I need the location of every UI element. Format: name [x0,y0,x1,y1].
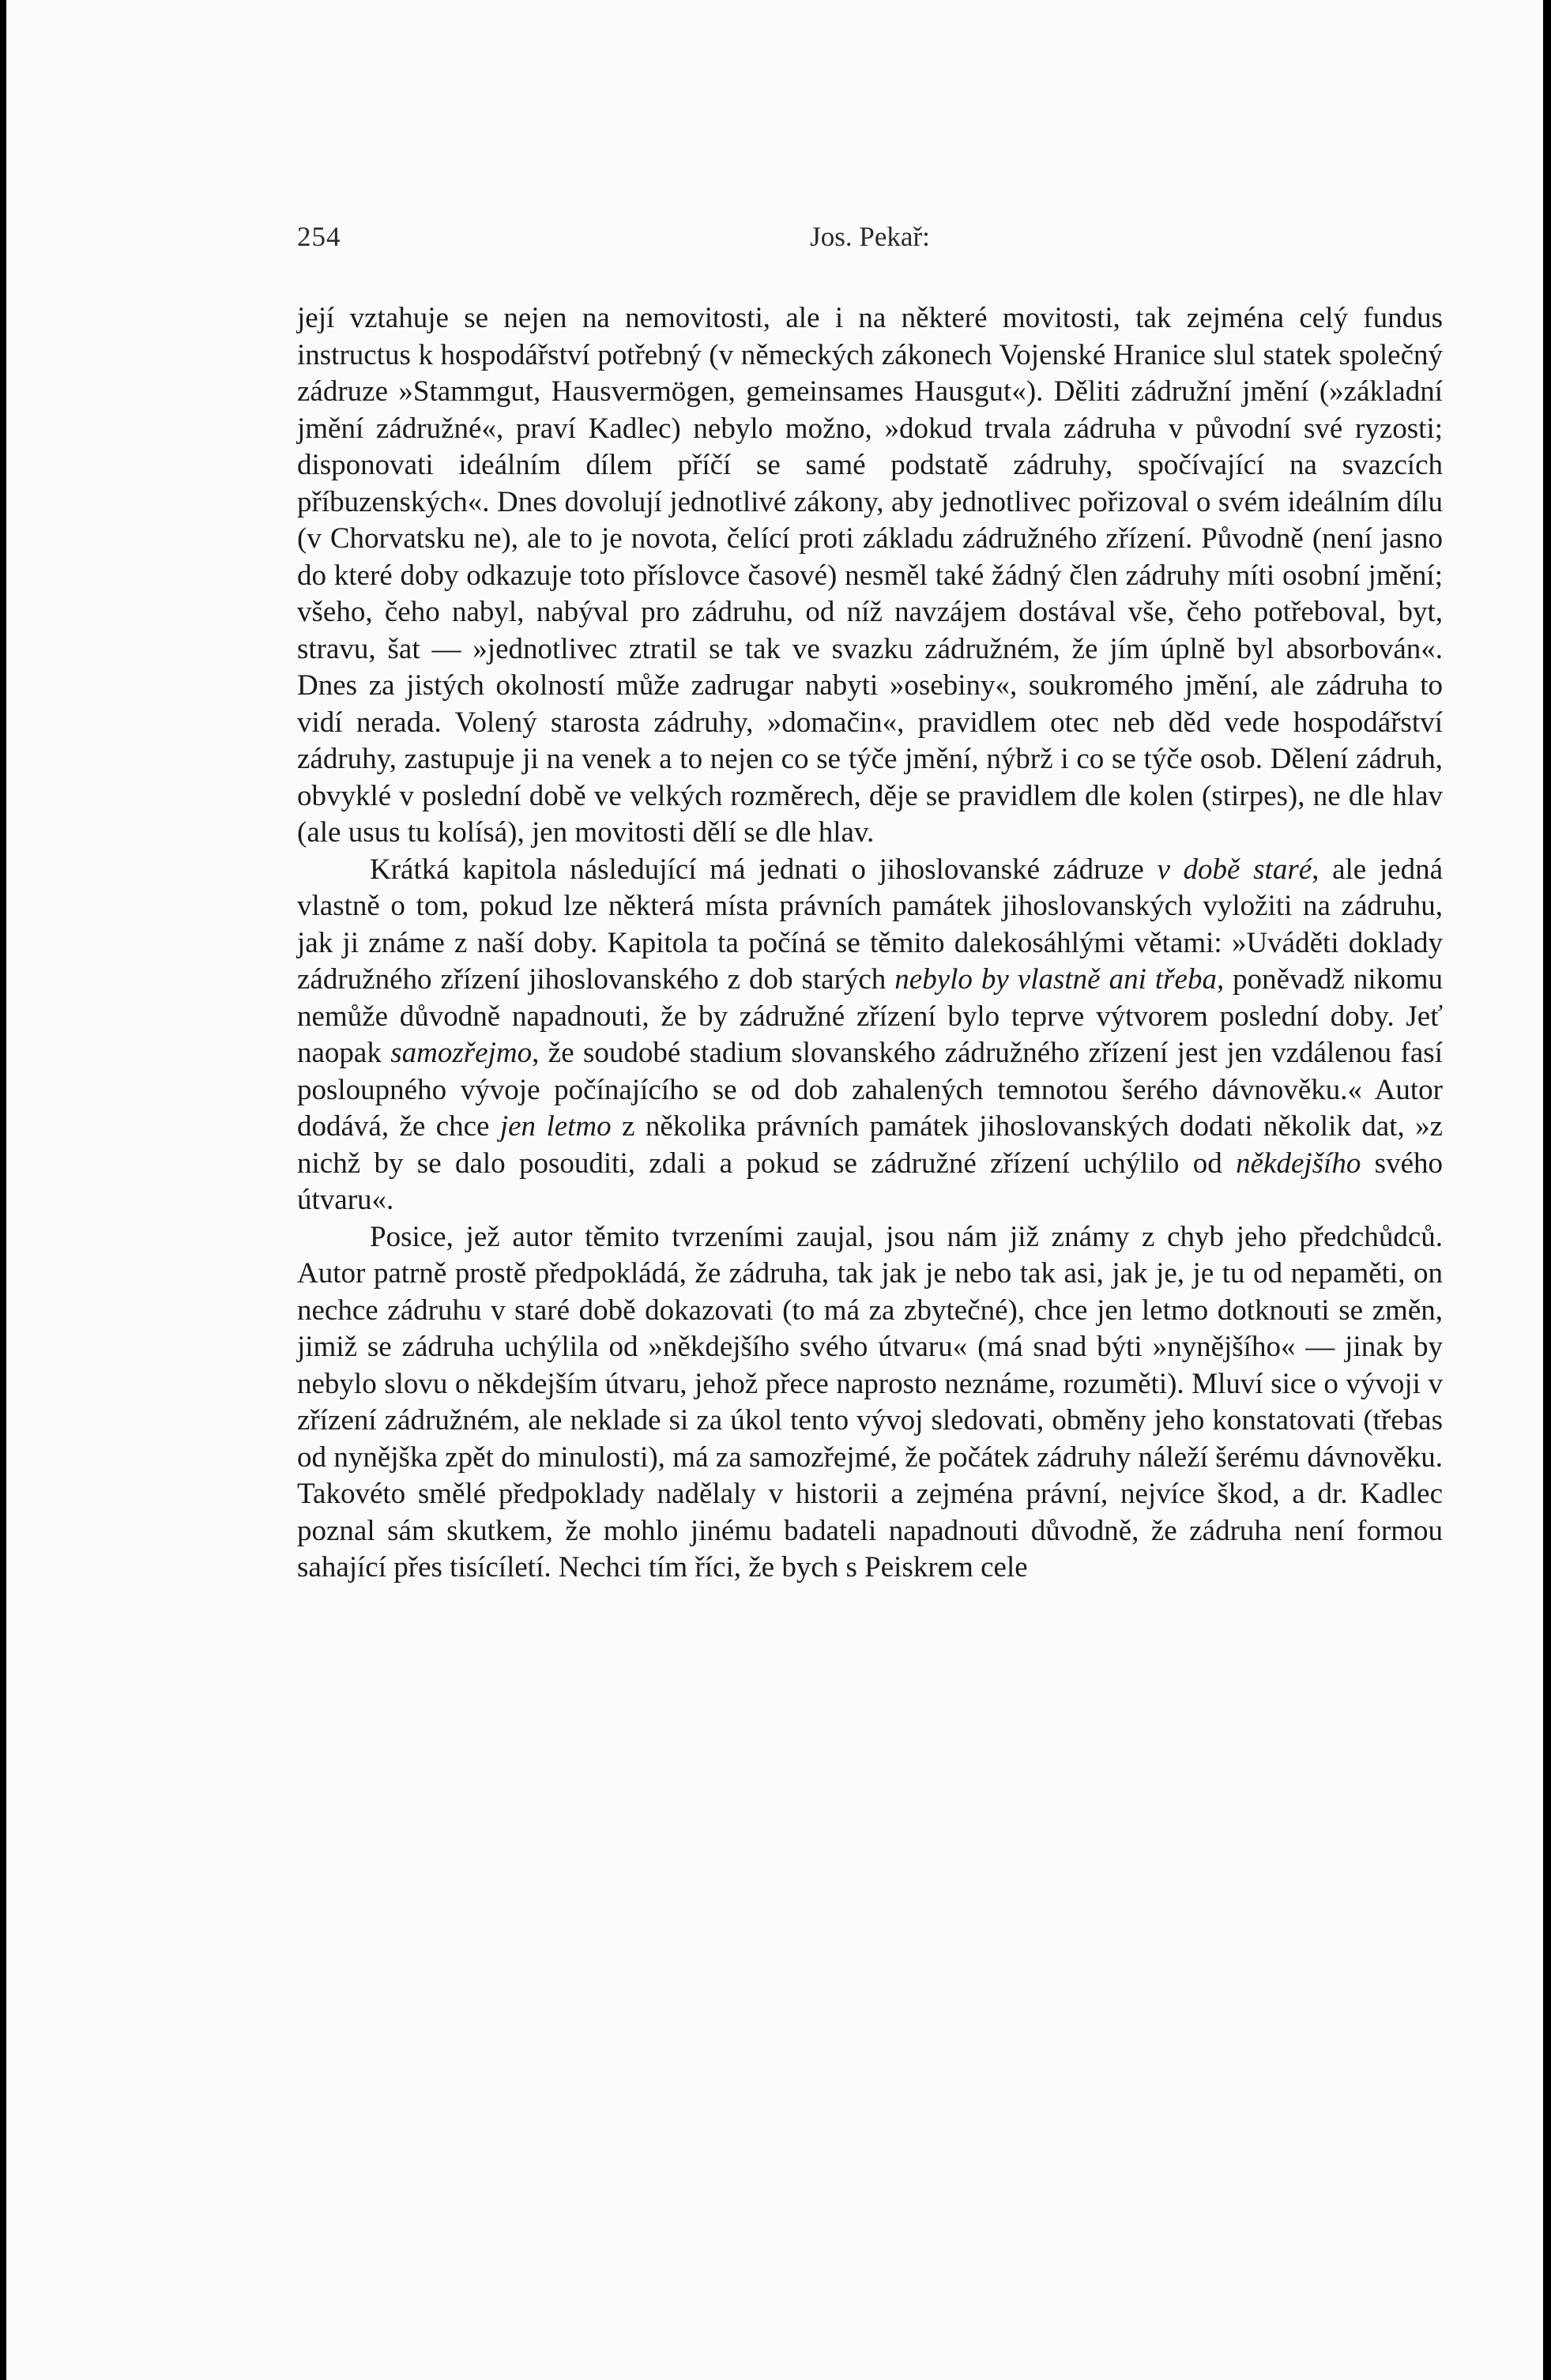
p2-text: z několika právních památek jihoslovanských dodati několik dat, »z nichž by se dalo posouditi, zdali a pokud se zádružné zřízení uchýlilo od [297,1110,1444,1180]
p2-text: , že soudobé stadium slovanského zádružného zřízení jest jen vzdálenou fasí posloupného vývoje počínajícího se od dob zahalených temnotou šerého dávnověku.« Autor dodává, že chce [297,1037,1443,1143]
book-page [6,0,1543,2380]
p2-italic: jen letmo [499,1110,612,1143]
paragraph-1: její vztahuje se nejen na nemovitosti, ale i na některé movitosti, tak zejména celý fundus instructus k hospodářství potřebný (v německých zákonech Vojenské Hranice slul statek společný zádruze »Stammgut, Hausvermögen, gemeinsames Hausgut«). Děliti zádružní jmění (»základní jmění zádružné«, praví Kadlec) nebylo možno, »dokud trvala zádruha v původní své ryzosti; disponovati ideálním dílem příčí se samé podstatě zádruhy, spočívající na svazcích příbuzenských«. Dnes dovolují jednotlivé zákony, aby jednotlivec pořizoval o svém ideálním dílu (v Chorvatsku ne), ale to je novota, čelící proti základu zádružného zřízení. Původně (není jasno do které doby odkazuje toto příslovce časové) nesměl také žádný člen zádruhy míti osobní jmění; všeho, čeho nabyl, nabýval pro zádruhu, od níž navzájem dostával vše, čeho potřeboval, byt, stravu, šat — »jednotlivec ztratil se tak ve svazku zádružném, že jím úplně byl absorbován«. Dnes za jistých okolností může zadrugar nabyti »osebiny«, soukromého jmění, ale zádruha to vidí nerada. Volený starosta zádruhy, »domačin«, pravidlem otec neb děd vede hospodářství zádruhy, zastupuje ji na venek a to nejen co se týče jmění, nýbrž i co se týče osob. Dělení zádruh, obvyklé v poslední době ve velkých rozměrech, děje se pravidlem dle kolen (stirpes), ne dle hlav (ale usus tu kolísá), jen movitosti dělí se dle hlav. [297,302,1443,849]
page-header [297,221,1443,261]
p2-text: Krátká kapitola následující má jednati o jihoslovanské zádruze [370,853,1158,886]
p2-text: svého útvaru«. [297,1147,1443,1216]
p2-text: poněvadž nikomu nemůže důvodně napadnouti, že by zádružné zřízení bylo teprve výtvorem poslední doby. Jeť naopak [297,963,1443,1069]
p2-italic: někdejšího [1236,1147,1361,1180]
body-text [297,300,1443,1587]
paragraph-3: Posice, jež autor těmito tvrzeními zaujal, jsou nám již známy z chyb jeho předchůdců. Autor patrně prostě předpokládá, že zádruha, tak jak je nebo tak asi, jak je, je tu od nepaměti, on nechce zádruhu v staré době dokazovati (to má za zbytečné), chce jen letmo dotknouti se změn, jimiž se zádruha uchýlila od »někdejšího svého útvaru« (má snad býti »nynějšího« — jinak by nebylo slovu o někdejším útvaru, jehož přece naprosto neznáme, rozuměti). Mluví sice o vývoji v zřízení zádružném, ale neklade si za úkol tento vývoj sledovati, obměny jeho konstatovati (třebas od nynějška zpět do minulosti), má za samozřejmé, že počátek zádruhy náleží šerému dávnověku. Takovéto smělé předpoklady nadělaly v historii a zejména právní, nejvíce škod, a dr. Kadlec poznal sám skutkem, že mohlo jinému badateli napadnouti důvodně, že zádruha není formou sahající přes tisícíletí. Nechci tím říci, že bych s Peiskrem cele [297,1220,1443,1584]
running-head: Jos. Pekař: [810,221,930,252]
p2-italic: samozřejmo [390,1037,533,1069]
p2-italic: v době staré [1157,853,1312,886]
page-number: 254 [297,221,341,252]
p2-italic: nebylo by vlastně ani třeba, [894,963,1225,996]
p2-text: , ale jedná vlastně o tom, pokud lze některá místa právních památek jihoslovanských vyložiti na zádruhu, jak ji známe z naší doby. Kapitola ta počíná se těmito dalekosáhlými větami: »Uváděti doklady zádružného zřízení jihoslovanského z dob starých [297,853,1443,996]
paragraph-2 [297,852,1443,1219]
